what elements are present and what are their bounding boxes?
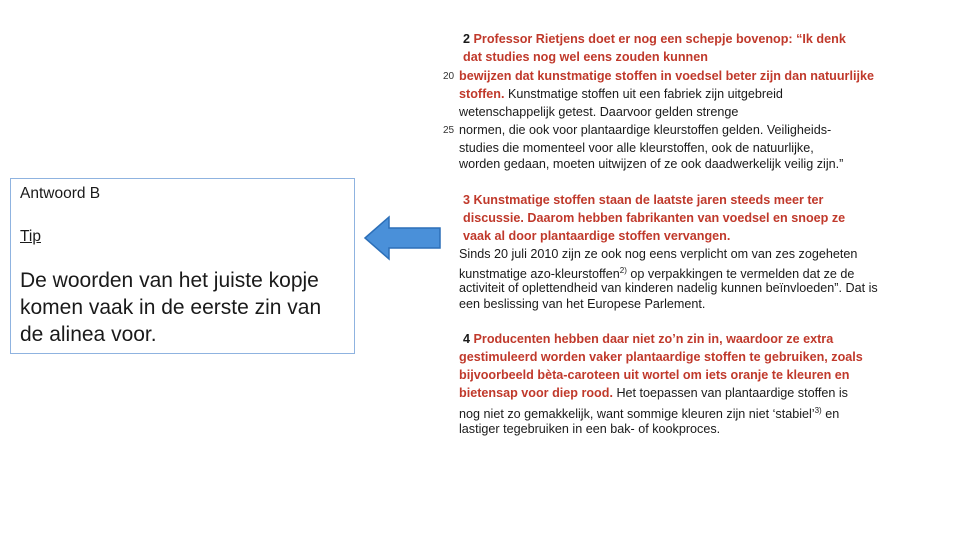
p3-l5a: kunstmatige azo-kleurstoffen (459, 267, 620, 282)
p4-l5b: en (821, 407, 840, 422)
arrow-left-icon (363, 215, 443, 261)
p2-line-5: wetenschappelijk getest. Daarvoor gelden strenge (459, 105, 739, 119)
tip-label: Tip (20, 228, 41, 245)
p4-l1: Producenten hebben daar niet zo’n zin in, waardoor ze extra (473, 332, 834, 346)
p2-number: 2 (463, 32, 471, 46)
p4-line-4 (459, 384, 848, 402)
p2-line-8: worden gedaan, moeten uitwijzen of ze ook daadwerkelijk veilig zijn.” (459, 157, 844, 171)
footnote-3: 3) (814, 406, 822, 415)
answer-label: Antwoord B (20, 185, 101, 202)
p4-line-3: bijvoorbeeld bèta-caroteen uit wortel om iets oranje te kleuren en (459, 368, 850, 382)
p2-line-2: dat studies nog wel eens zouden kunnen (463, 50, 708, 64)
p4-l4a: bietensap voor diep rood. (459, 386, 613, 400)
line-number-20: 20 (443, 71, 455, 82)
p4-line-1 (463, 330, 833, 348)
p2-line-3: bewijzen dat kunstmatige stoffen in voedsel beter zijn dan natuurlijke (459, 69, 874, 83)
p3-line-1: 3 Kunstmatige stoffen staan de laatste jaren steeds meer ter (463, 193, 824, 207)
p2-l4b: Kunstmatige stoffen uit een fabriek zijn uitgebreid (504, 87, 783, 101)
footnote-2: 2) (619, 266, 627, 275)
line-number-25: 25 (443, 125, 455, 136)
p2-line-4 (459, 85, 783, 103)
p4-number: 4 (463, 332, 471, 346)
p2-line-6: normen, die ook voor plantaardige kleurstoffen gelden. Veiligheids- (459, 123, 832, 137)
p2-l1: Professor Rietjens doet er nog een schepje bovenop: “Ik denk (473, 32, 846, 46)
tip-text: De woorden van het juiste kopje komen vaak in de eerste zin van de alinea voor. (20, 269, 322, 346)
p4-l5a: nog niet zo gemakkelijk, want sommige kleuren zijn niet ‘stabiel’ (459, 407, 815, 422)
p3-line-7: een beslissing van het Europese Parlement. (459, 297, 706, 311)
p2-l4a: stoffen. (459, 87, 505, 101)
p4-line-6: lastiger tegebruiken in een bak- of kookproces. (459, 422, 721, 436)
p3-line-3: vaak al door plantaardige stoffen vervangen. (463, 229, 731, 243)
p4-line-2: gestimuleerd worden vaker plantaardige stoffen te gebruiken, zoals (459, 350, 863, 364)
p2-line-1 (463, 30, 846, 48)
p3-line-4: Sinds 20 juli 2010 zijn ze ook nog eens verplicht om van zes zogeheten (459, 247, 858, 261)
p3-line-2: discussie. Daarom hebben fabrikanten van voedsel en snoep ze (463, 211, 846, 225)
p3-line-6: activiteit of oplettendheid van kinderen nadelig kunnen beïnvloeden”. Dat is (459, 281, 878, 295)
p4-l4b: Het toepassen van plantaardige stoffen is (612, 386, 848, 400)
p2-line-7: studies die momenteel voor alle kleurstoffen, ook de natuurlijke, (459, 141, 814, 155)
answer-box (10, 178, 355, 354)
p3-l5b: op verpakkingen te vermelden dat ze de (626, 267, 855, 282)
